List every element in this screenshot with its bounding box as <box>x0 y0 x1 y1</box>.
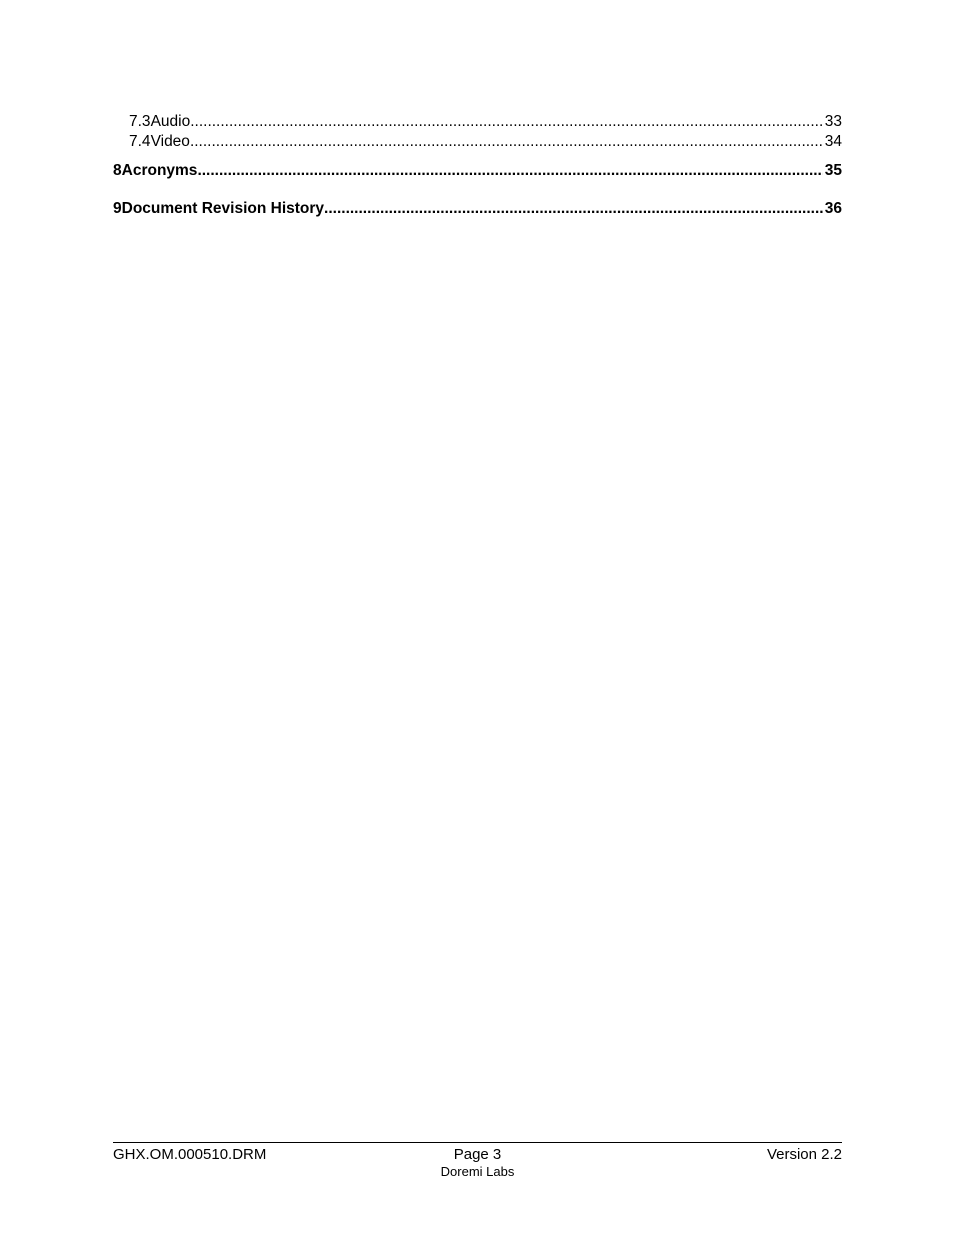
toc-dot-leader <box>190 132 823 152</box>
toc-entry-audio[interactable] <box>113 112 842 132</box>
footer-document-id: GHX.OM.000510.DRM <box>113 1146 267 1163</box>
footer-version: Version 2.2 <box>766 1146 842 1163</box>
toc-entry-video[interactable] <box>113 132 842 152</box>
page-footer <box>113 1142 842 1183</box>
toc-entry-page: 34 <box>824 133 842 150</box>
toc-entry-page: 36 <box>824 200 842 217</box>
toc-entry-page: 35 <box>824 162 842 179</box>
toc-dot-leader <box>324 199 823 219</box>
toc-dot-leader <box>190 112 823 132</box>
toc-entry-number: 7.4 <box>129 133 151 150</box>
toc-entry-page: 33 <box>824 113 842 130</box>
toc-entry-acronyms[interactable] <box>113 161 842 181</box>
footer-page-number: Page 3 <box>453 1146 502 1163</box>
footer-company-name: Doremi Labs <box>440 1164 515 1179</box>
toc-dot-leader <box>197 161 822 181</box>
toc-entry-number: 9 <box>113 200 122 217</box>
toc-entry-title: Video <box>150 133 190 150</box>
toc-entry-title: Acronyms <box>121 162 198 179</box>
toc-entry-title: Audio <box>150 113 191 130</box>
toc-entry-number: 8 <box>113 162 122 179</box>
toc-entry-title: Document Revision History <box>121 200 325 217</box>
toc-entry-document-revision-history[interactable] <box>113 199 842 219</box>
toc-entry-number: 7.3 <box>129 113 151 130</box>
table-of-contents <box>113 112 842 219</box>
